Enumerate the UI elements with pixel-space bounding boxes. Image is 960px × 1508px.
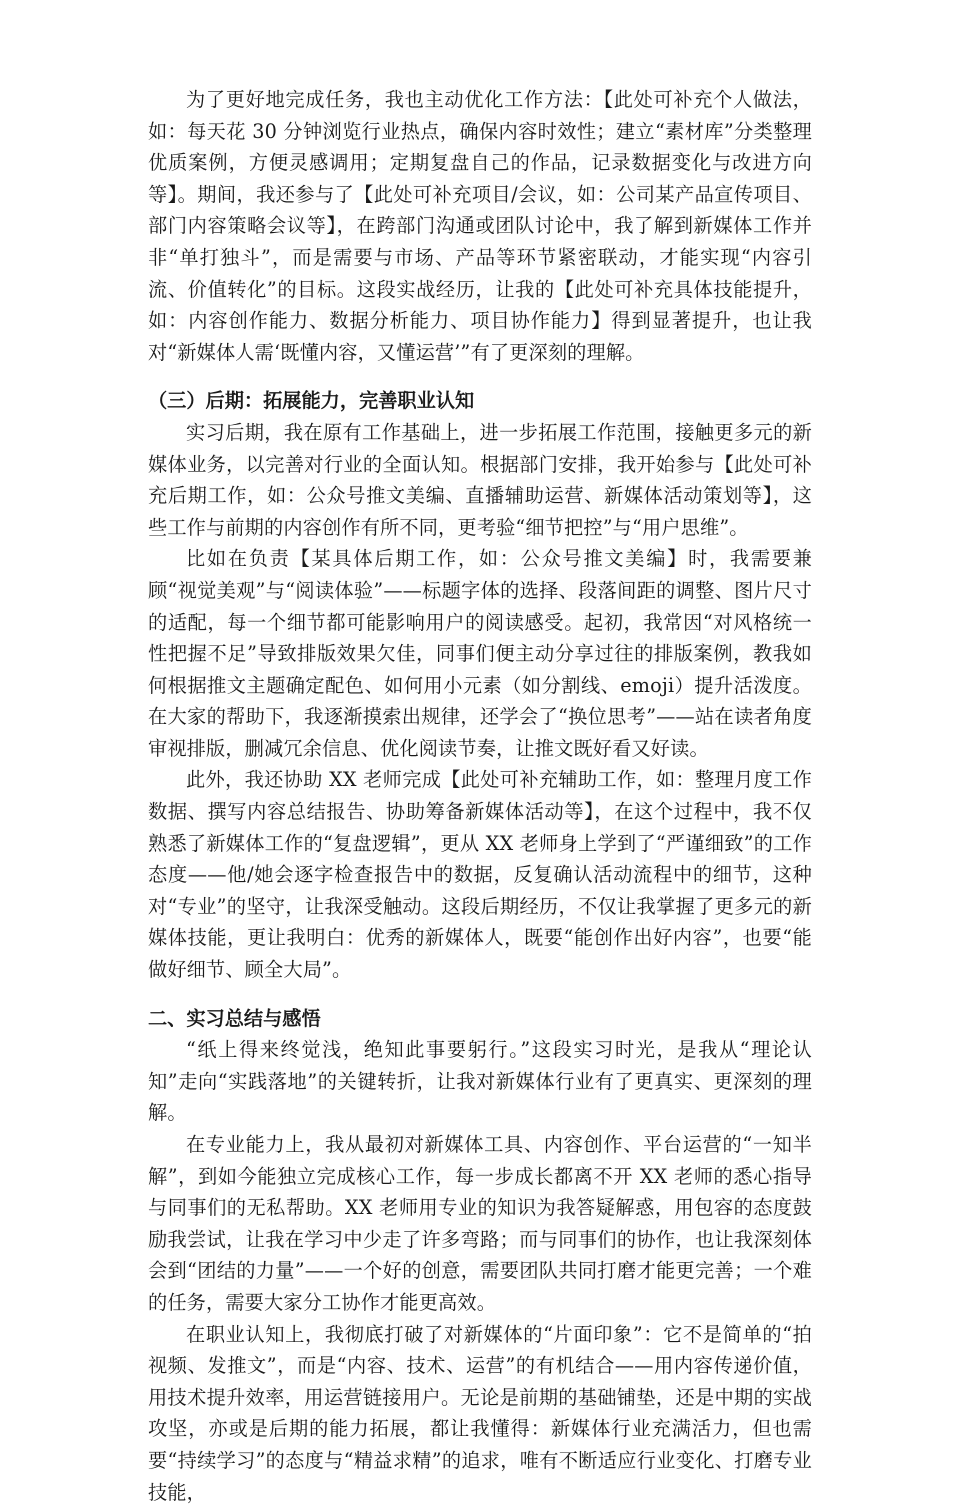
- section-gap: [148, 986, 812, 1003]
- summary-paragraph-1: “纸上得来终觉浅，绝知此事要躬行。”这段实习时光，是我从“理论认知”走向“实践落地”的关键转折，让我对新媒体行业有了更真实、更深刻的理解。: [148, 1038, 812, 1125]
- intro-paragraph: 为了更好地完成任务，我也主动优化工作方法：【此处可补充个人做法，如：每天花 30 分钟浏览行业热点，确保内容时效性；建立“素材库”分类整理优质案例，方便灵感调用；定期复盘自己的作品，记录数据变化与改进方向等】。期间，我还参与了【此处可补充项目/会议，如：公司某产品宣传项目、部门内容策略会议等】，在跨部门沟通或团队讨论中，我了解到新媒体工作并非“单打独斗”，而是需要与市场、产品等环节紧密联动，才能实现“内容引流、价值转化”的目标。这段实战经历，让我的【此处可补充具体技能提升，如：内容创作能力、数据分析能力、项目协作能力】得到显著提升，也让我对“新媒体人需‘既懂内容，又懂运营’”有了更深刻的理解。: [148, 88, 812, 364]
- summary-paragraph-3: 在职业认知上，我彻底打破了对新媒体的“片面印象”：它不是简单的“拍视频、发推文”，而是“内容、技术、运营”的有机结合——用内容传递价值，用技术提升效率，用运营链接用户。无论是前期的基础铺垫，还是中期的实战攻坚，亦或是后期的能力拓展，都让我懂得：新媒体行业充满活力，但也需要“持续学习”的态度与“精益求精”的追求，唯有不断适应行业变化、打磨专业技能，: [148, 1322, 812, 1504]
- summary-heading: 二、实习总结与感悟: [148, 1006, 321, 1030]
- summary-paragraph-2: 在专业能力上，我从最初对新媒体工具、内容创作、平台运营的“一知半解”，到如今能独立完成核心工作，每一步成长都离不开 XX 老师的悉心指导与同事们的无私帮助。XX 老师用专业的知识为我答疑解惑，用包容的态度鼓励我尝试，让我在学习中少走了许多弯路；而与同事们的协作，也让我深刻体会到“团结的力量”——一个好的创意，需要团队共同打磨才能更完善；一个难的任务，需要大家分工协作才能更高效。: [148, 1133, 812, 1314]
- later-stage-paragraph-2: 比如在负责【某具体后期工作，如：公众号推文美编】时，我需要兼顾“视觉美观”与“阅读体验”——标题字体的选择、段落间距的调整、图片尺寸的适配，每一个细节都可能影响用户的阅读感受。起初，我常因“对风格统一性把握不足”导致排版效果欠佳，同事们便主动分享过往的排版案例，教我如何根据推文主题确定配色、如何用小元素（如分割线、emoji）提升活泼度。在大家的帮助下，我逐渐摸索出规律，还学会了“换位思考”——站在读者角度审视排版，删减冗余信息、优化阅读节奏，让推文既好看又好读。: [148, 547, 812, 760]
- later-stage-paragraph-1: 实习后期，我在原有工作基础上，进一步拓展工作范围，接触更多元的新媒体业务，以完善对行业的全面认知。根据部门安排，我开始参与【此处可补充后期工作，如：公众号推文美编、直播辅助运营、新媒体活动策划等】，这些工作与前期的内容创作有所不同，更考验“细节把控”与“用户思维”。: [148, 420, 812, 539]
- section-gap: [148, 368, 812, 385]
- later-stage-paragraph-3: 此外，我还协助 XX 老师完成【此处可补充辅助工作，如：整理月度工作数据、撰写内容总结报告、协助筹备新媒体活动等】，在这个过程中，我不仅熟悉了新媒体工作的“复盘逻辑”，更从 XX 老师身上学到了“严谨细致”的工作态度——他/她会逐字检查报告中的数据，反复确认活动流程中的细节，这种对“专业”的坚守，让我深受触动。这段后期经历，不仅让我掌握了更多元的新媒体技能，更让我明白：优秀的新媒体人，既要“能创作出好内容”，也要“能做好细节、顾全大局”。: [148, 768, 812, 982]
- later-stage-heading: （三）后期：拓展能力，完善职业认知: [148, 389, 475, 413]
